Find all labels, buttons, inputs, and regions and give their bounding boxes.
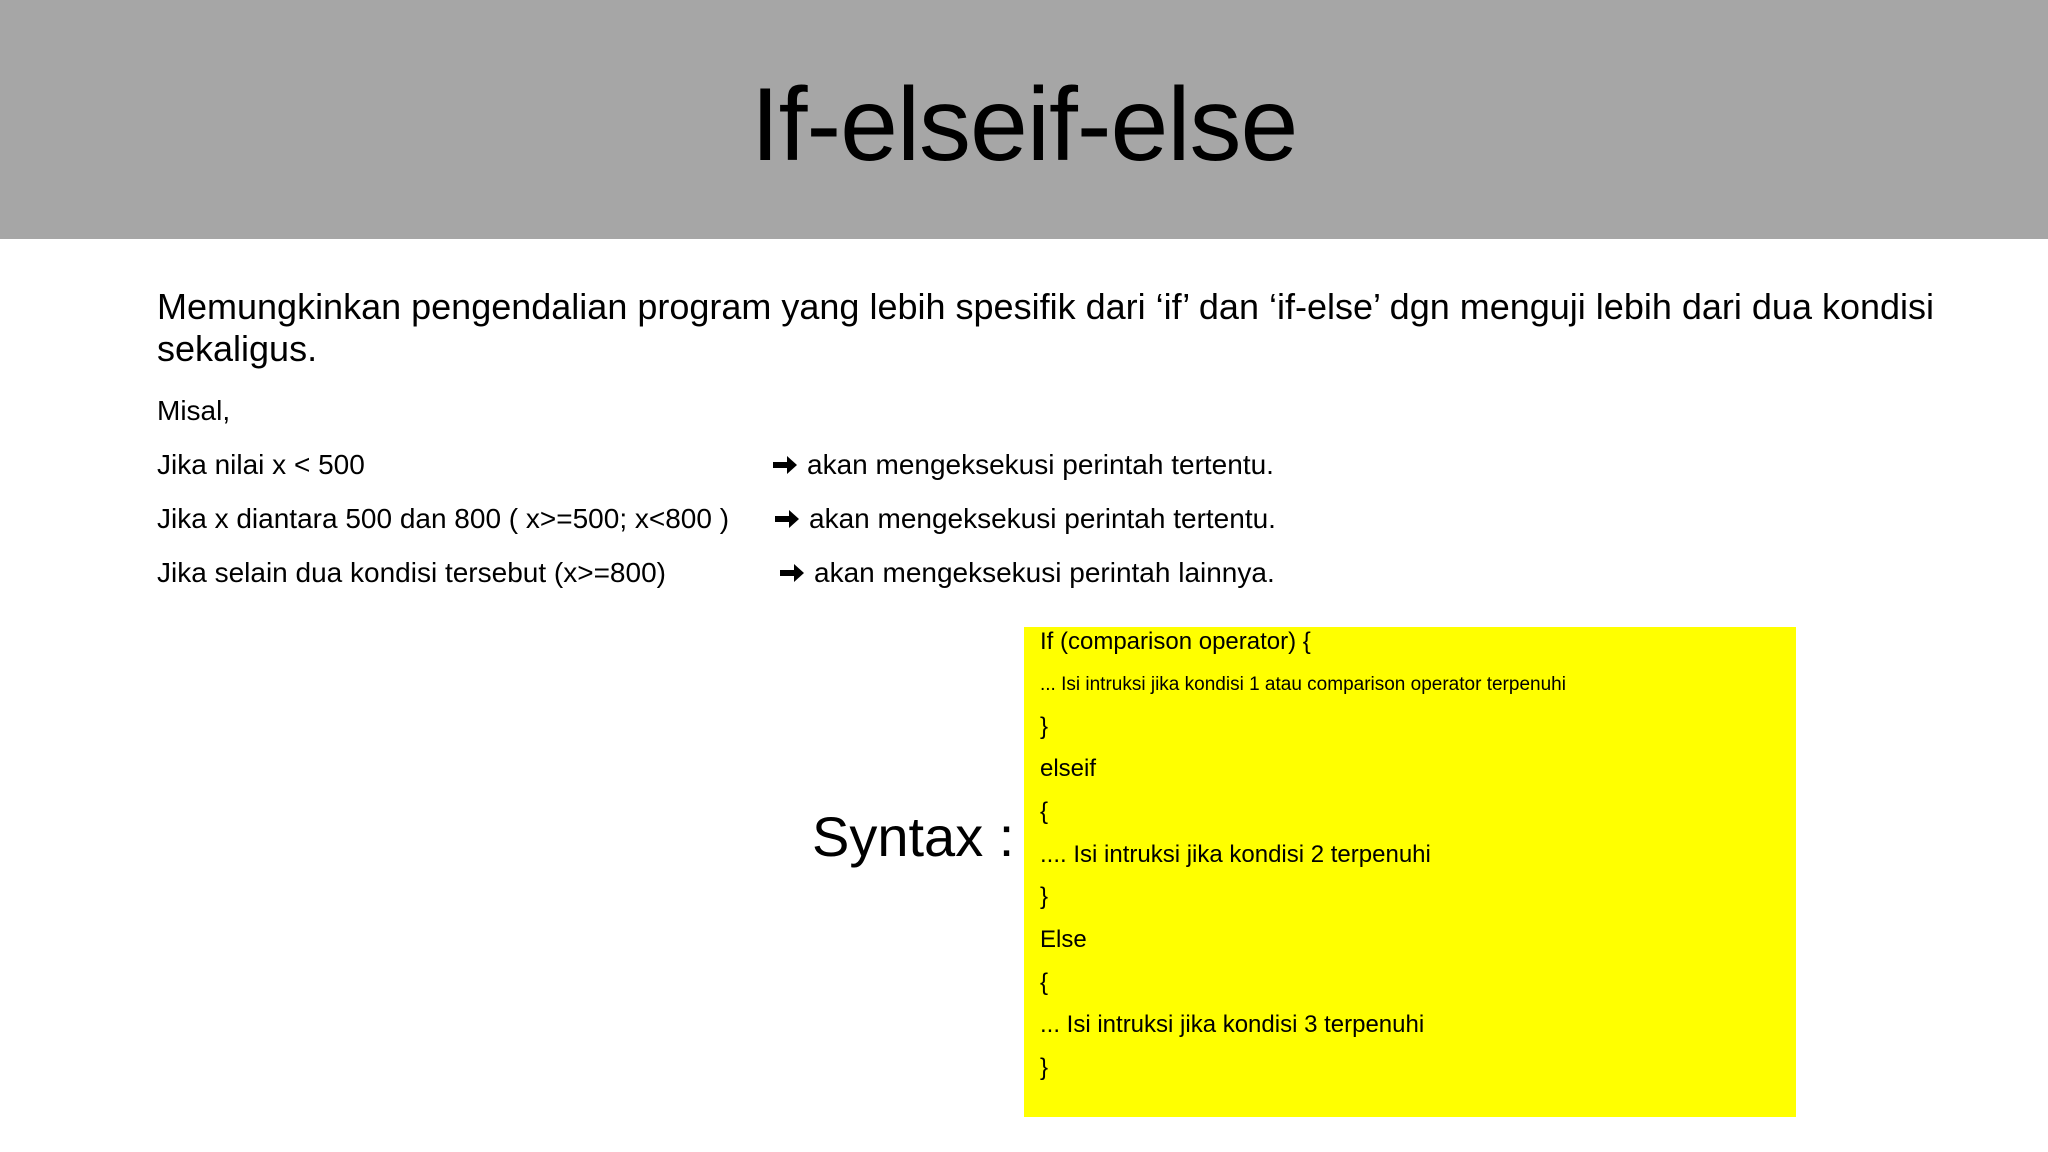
code-line: elseif xyxy=(1040,755,1097,782)
code-line: If (comparison operator) { xyxy=(1040,628,1311,655)
condition-text: Jika nilai x < 500 xyxy=(157,449,365,480)
code-line: ... Isi intruksi jika kondisi 1 atau comparison operator terpenuhi xyxy=(1040,674,1566,695)
code-line: .... Isi intruksi jika kondisi 2 terpenuhi xyxy=(1040,841,1431,868)
code-line: { xyxy=(1040,969,1049,996)
action-text: akan mengeksekusi perintah tertentu. xyxy=(809,503,1276,534)
code-line: } xyxy=(1040,713,1049,740)
code-box xyxy=(1024,627,1796,1117)
code-line: ... Isi intruksi jika kondisi 3 terpenuhi xyxy=(1040,1011,1425,1038)
action xyxy=(773,501,1276,537)
action xyxy=(778,555,1275,591)
right-arrow-icon xyxy=(773,508,801,530)
action-text: akan mengeksekusi perintah lainnya. xyxy=(814,557,1275,588)
code-line: Else xyxy=(1040,926,1087,953)
condition-text: Jika x diantara 500 dan 800 ( x>=500; x<800 ) xyxy=(157,503,730,534)
intro-text: Memungkinkan pengendalian program yang lebih spesifik dari ‘if’ dan ‘if-else’ dgn menguji lebih dari dua kondisi sekaligus. xyxy=(157,286,1935,369)
code-line: } xyxy=(1040,883,1049,910)
slide-title: If-elseif-else xyxy=(750,67,1298,183)
right-arrow-icon xyxy=(778,562,806,584)
action-text: akan mengeksekusi perintah tertentu. xyxy=(807,449,1274,480)
action xyxy=(771,447,1274,483)
syntax-label: Syntax : xyxy=(812,805,1015,868)
right-arrow-icon xyxy=(771,454,799,476)
code-line: { xyxy=(1040,798,1049,825)
condition-text: Jika selain dua kondisi tersebut (x>=800) xyxy=(157,557,666,588)
code-line: } xyxy=(1040,1054,1049,1081)
misal-label: Misal, xyxy=(157,395,231,426)
